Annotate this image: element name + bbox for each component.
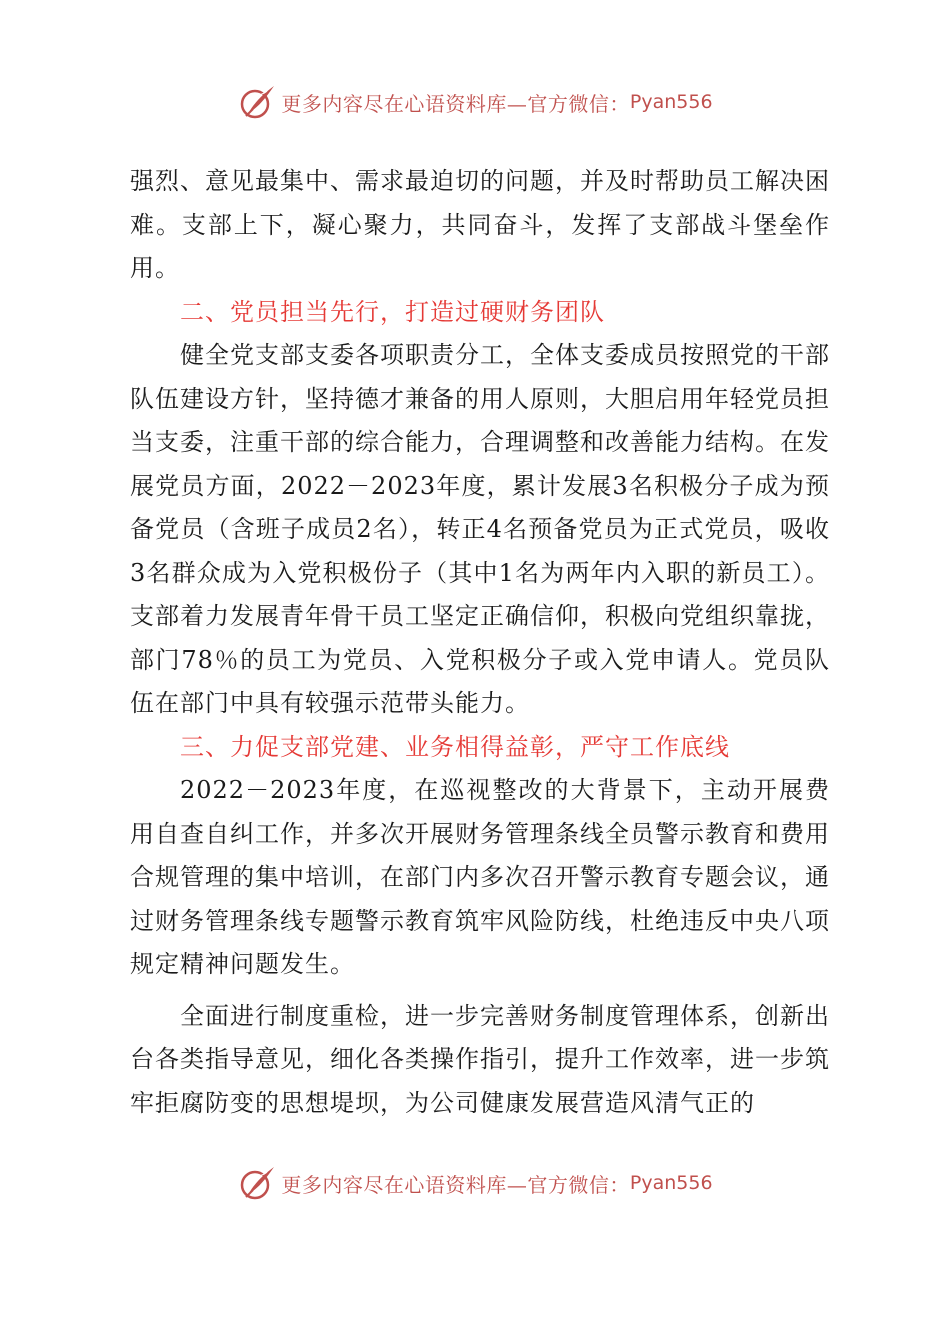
paragraph-system-review: 全面进行制度重检，进一步完善财务制度管理体系，创新出台各类指导意见，细化各类操作指引，提升工作效率，进一步筑牢拒腐防变的思想堤坝，为公司健康发展营造风清气正的: [130, 1001, 830, 1117]
paragraph-party-members: 健全党支部支委各项职责分工，全体支委成员按照党的干部队伍建设方针，坚持德才兼备的用人原则，大胆启用年轻党员担当支委，注重干部的综合能力，合理调整和改善能力结构。在发展党员方面，2022－2023年度，累计发展3名积极分子成为预备党员（含班子成员2名），转正4名预备党员为正式党员，吸收3名群众成为入党积极份子（其中1名为两年内入职的新员工）。支部着力发展青年骨干员工坚定正确信仰，积极向党组织靠拢，部门78％的员工为党员、入党积极分子或入党申请人。党员队伍在部门中具有较强示范带头能力。: [130, 341, 830, 717]
watermark-text: 更多内容尽在心语资料库—官方微信：: [281, 1172, 630, 1197]
footer-watermark: [0, 1161, 950, 1205]
watermark-wechat-id: Pyan556: [629, 1172, 713, 1194]
paragraph-gap: [130, 987, 830, 995]
watermark-wechat-id: Pyan556: [629, 91, 713, 113]
quill-logo-icon: [237, 82, 277, 122]
watermark-text: 更多内容尽在心语资料库—官方微信：: [281, 91, 630, 116]
section-heading-2: 二、党员担当先行，打造过硬财务团队: [180, 297, 605, 326]
quill-logo-icon: [237, 1163, 277, 1203]
paragraph-rectification: 2022－2023年度，在巡视整改的大背景下，主动开展费用自查自纠工作，并多次开展财务管理条线全员警示教育和费用合规管理的集中培训，在部门内多次召开警示教育专题会议，通过财务管理条线专题警示教育筑牢风险防线，杜绝违反中央八项规定精神问题发生。: [130, 776, 830, 978]
document-body: [130, 160, 830, 1125]
header-watermark: [0, 80, 950, 124]
paragraph-continuation: 强烈、意见最集中、需求最迫切的问题，并及时帮助员工解决困难。支部上下，凝心聚力，共同奋斗，发挥了支部战斗堡垒作用。: [130, 167, 830, 282]
section-heading-3: 三、力促支部党建、业务相得益彰，严守工作底线: [180, 732, 730, 761]
